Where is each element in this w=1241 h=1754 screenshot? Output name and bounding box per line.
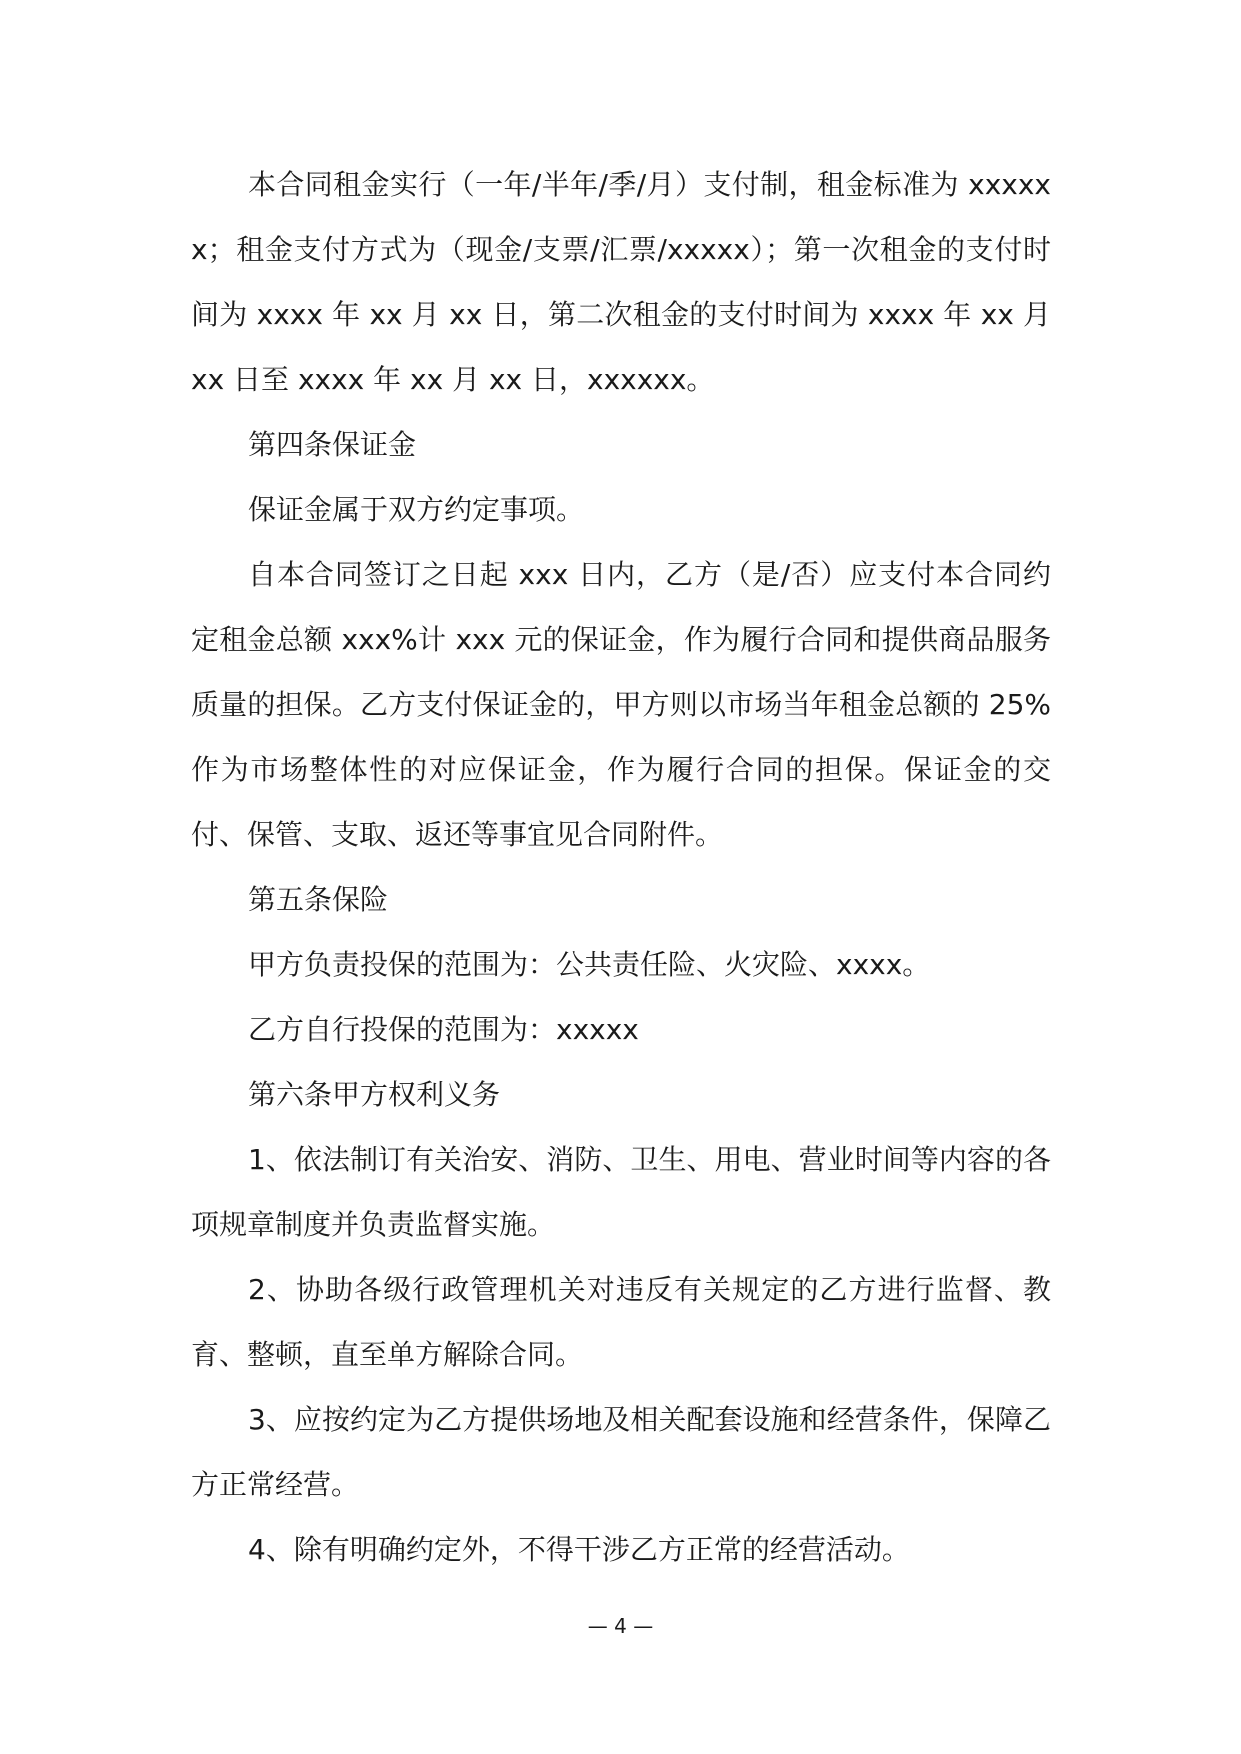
document-body [191, 152, 1051, 1582]
paragraph-party-a-insurance: 甲方负责投保的范围为：公共责任险、火灾险、xxxx。 [248, 948, 931, 981]
list-item-1: 1、依法制订有关治安、消防、卫生、用电、营业时间等内容的各项规章制度并负责监督实施。 [191, 1143, 1051, 1241]
paragraph-rent-payment: 本合同租金实行（一年/半年/季/月）支付制，租金标准为 xxxxxx；租金支付方式为（现金/支票/汇票/xxxxx）；第一次租金的支付时间为 xxxx 年 xx 月 xx 日，第二次租金的支付时间为 xxxx 年 xx 月 xx 日至 xxxx 年 xx 月 xx 日，xxxxxx。 [191, 168, 1051, 396]
list-item-3: 3、应按约定为乙方提供场地及相关配套设施和经营条件，保障乙方正常经营。 [191, 1403, 1051, 1501]
heading-article-6-party-a-rights: 第六条甲方权利义务 [248, 1078, 501, 1111]
paragraph-deposit-details: 自本合同签订之日起 xxx 日内，乙方（是/否）应支付本合同约定租金总额 xxx%计 xxx 元的保证金，作为履行合同和提供商品服务质量的担保。乙方支付保证金的，甲方则以市场当年租金总额的 25%作为市场整体性的对应保证金，作为履行合同的担保。保证金的交付、保管、支取、返还等事宜见合同附件。 [191, 558, 1051, 851]
paragraph-deposit-agreement: 保证金属于双方约定事项。 [248, 493, 585, 526]
list-item-2: 2、协助各级行政管理机关对违反有关规定的乙方进行监督、教育、整顿，直至单方解除合同。 [191, 1273, 1051, 1371]
heading-article-4-deposit: 第四条保证金 [248, 428, 417, 461]
paragraph-party-b-insurance: 乙方自行投保的范围为：xxxxx [248, 1013, 639, 1046]
heading-article-5-insurance: 第五条保险 [248, 883, 389, 916]
page-number: — 4 — [587, 1614, 654, 1638]
list-item-4: 4、除有明确约定外，不得干涉乙方正常的经营活动。 [248, 1533, 910, 1566]
